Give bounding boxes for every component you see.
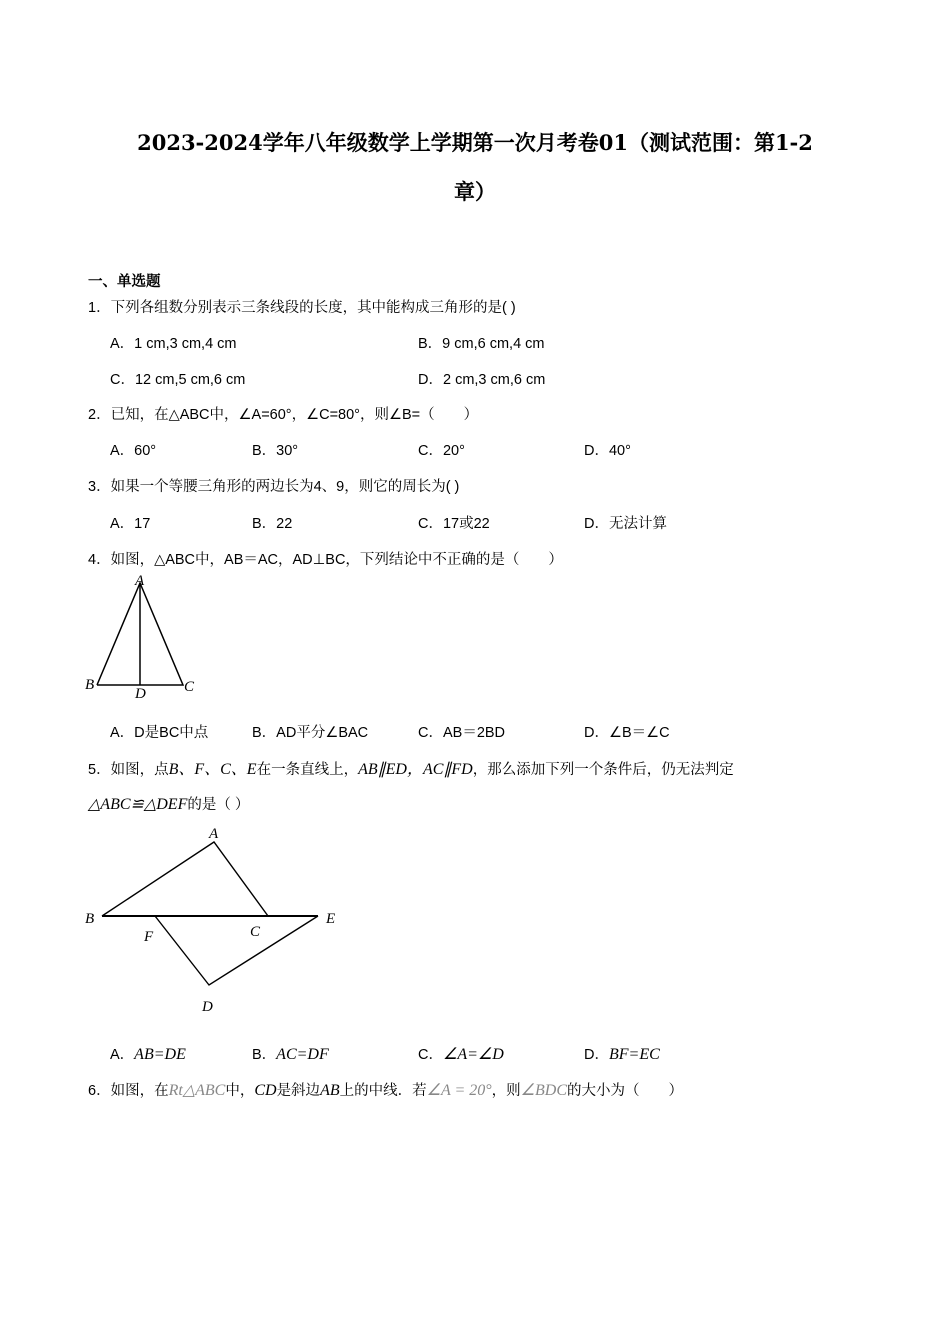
question-5-option-d [584,1043,660,1064]
stem-text: 6．如图，在 [88,1083,169,1099]
stem-text: 的是（ ） [187,797,250,813]
question-3-stem: 3．如果一个等腰三角形的两边长为4、9，则它的周长为( ) [88,479,460,495]
stem-text: 5．如图，点 [88,762,169,778]
option-math: ∠A=∠D [442,1046,504,1063]
question-1-option-c: C．12 cm,5 cm,6 cm [110,372,246,388]
stem-math: CD [254,1082,277,1099]
figure-label-c: C [250,924,261,940]
figure-label-e: E [326,911,336,927]
stem-text: ，那么添加下列一个条件后，仍无法判定 [472,762,734,778]
stem-text: 中， [225,1083,255,1099]
stem-text: ，则 [491,1083,521,1099]
option-letter: C． [418,1047,443,1063]
question-2-stem: 2．已知，在△ABC中，∠A=60°，∠C=80°，则∠B=（ ） [88,407,479,423]
figure-label-d: D [202,999,213,1015]
exam-title-line1: 2023-2024学年八年级数学上学期第一次月考卷01（测试范围：第1-2 [137,130,813,155]
question-3-option-a: A．17 [110,516,151,532]
option-math: AB=DE [134,1046,186,1063]
figure-label-f: F [144,929,154,945]
stem-math: Rt△ABC [168,1082,226,1099]
question-1-option-b: B．9 cm,6 cm,4 cm [418,336,545,352]
stem-text: 的大小为（ ） [566,1083,683,1099]
question-2-option-d: D．40° [584,443,631,459]
question-3-option-b: B．22 [252,516,293,532]
question-4-option-d: D．∠B＝∠C [584,725,670,741]
section-heading: 一、单选题 [88,274,161,290]
figure-label-b: B [85,677,95,693]
question-5-triangles-figure [80,820,350,1020]
figure-label-a: A [209,826,219,842]
question-3-option-c: C．17或22 [418,516,490,532]
question-2-option-a: A．60° [110,443,157,459]
figure-label-d: D [135,686,146,700]
question-4-triangle-figure [80,570,210,700]
question-4-option-b: B．AD平分∠BAC [252,725,369,741]
question-5-stem-line2 [88,793,249,814]
stem-text: 是斜边 [276,1083,321,1099]
figure-label-b: B [85,911,95,927]
question-4-option-a: A．D是BC中点 [110,725,209,741]
question-2-option-c: C．20° [418,443,465,459]
question-5-option-a [110,1043,186,1064]
stem-math: ∠BDC [520,1082,567,1099]
question-4-option-c: C．AB＝2BD [418,725,506,741]
question-1-option-d: D．2 cm,3 cm,6 cm [418,372,546,388]
question-5-stem [88,756,734,779]
option-letter: A． [110,1047,135,1063]
option-math: BF=EC [608,1046,660,1063]
stem-text: 上的中线．若 [339,1083,427,1099]
question-6-stem [88,1079,683,1100]
option-letter: B． [252,1047,277,1063]
figure-label-a: A [135,573,145,589]
question-5-option-c [418,1043,504,1064]
question-4-stem: 4．如图，△ABC中，AB＝AC，AD⊥BC，下列结论中不正确的是（ ） [88,552,563,568]
stem-math: AB [320,1082,340,1099]
exam-title-line2: 章） [454,179,496,204]
question-1-option-a: A．1 cm,3 cm,4 cm [110,336,237,352]
option-letter: D． [584,1047,609,1063]
figure-label-c: C [184,679,195,695]
question-3-option-d: D．无法计算 [584,516,667,532]
stem-math: AB∥ED，AC∥FD [358,761,473,778]
stem-text: 在一条直线上， [256,762,359,778]
stem-math: ∠A = 20° [426,1082,492,1099]
question-1-stem: 1．下列各组数分别表示三条线段的长度，其中能构成三角形的是( ) [88,300,516,316]
stem-math: △ABC≌△DEF [88,796,188,813]
stem-math: B、F、C、E [168,761,257,778]
question-5-option-b [252,1043,329,1064]
question-2-option-b: B．30° [252,443,299,459]
option-math: AC=DF [276,1046,329,1063]
